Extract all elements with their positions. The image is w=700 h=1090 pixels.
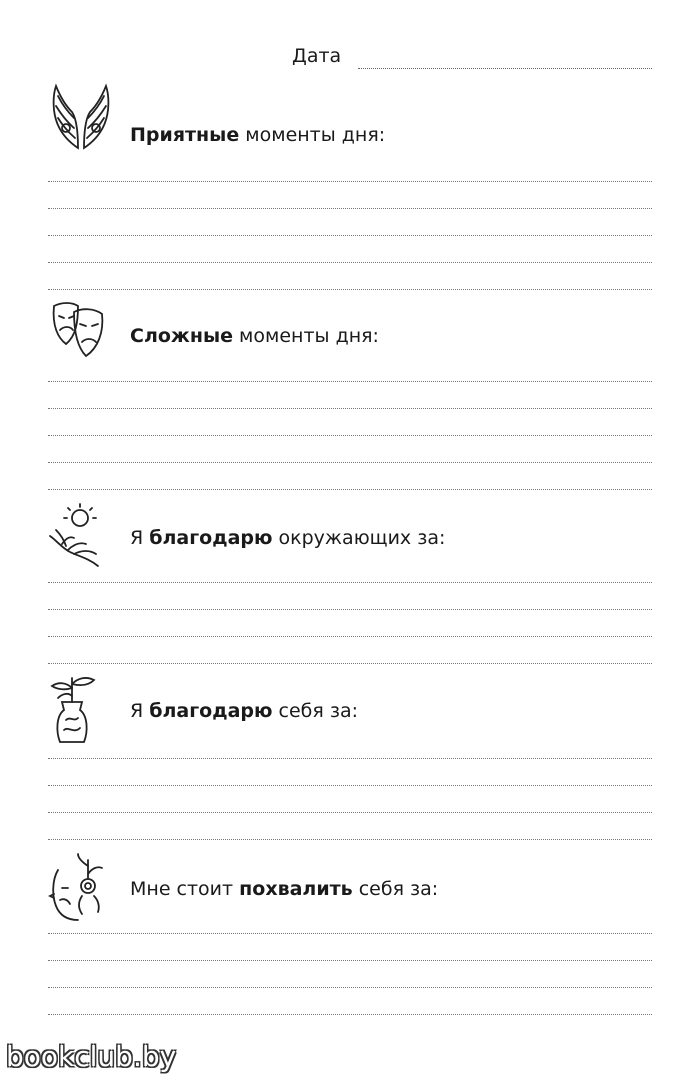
face-flowers-icon — [48, 850, 108, 924]
writing-line[interactable] — [48, 960, 652, 961]
writing-line[interactable] — [48, 462, 652, 463]
section-title: Мне стоит похвалить себя за: — [130, 878, 439, 900]
masks-icon — [48, 298, 108, 362]
writing-line[interactable] — [48, 289, 652, 290]
date-line — [358, 68, 652, 69]
date-label: Дата — [292, 45, 342, 67]
writing-line[interactable] — [48, 262, 652, 263]
writing-line[interactable] — [48, 235, 652, 236]
writing-line[interactable] — [48, 785, 652, 786]
wings-icon — [48, 82, 114, 152]
writing-line[interactable] — [48, 758, 652, 759]
section-title: Сложные моменты дня: — [130, 325, 379, 347]
writing-line[interactable] — [48, 435, 652, 436]
section-title: Я благодарю окружающих за: — [130, 527, 446, 549]
date-field — [292, 45, 652, 71]
writing-line[interactable] — [48, 609, 652, 610]
vase-icon — [48, 672, 98, 746]
writing-line[interactable] — [48, 181, 652, 182]
writing-line[interactable] — [48, 839, 652, 840]
writing-line[interactable] — [48, 663, 652, 664]
section-title: Я благодарю себя за: — [130, 700, 358, 722]
writing-line[interactable] — [48, 208, 652, 209]
section-title: Приятные моменты дня: — [130, 124, 386, 146]
writing-line[interactable] — [48, 987, 652, 988]
writing-line[interactable] — [48, 933, 652, 934]
hand-sun-icon — [48, 500, 104, 572]
writing-line[interactable] — [48, 1014, 652, 1015]
writing-line[interactable] — [48, 812, 652, 813]
writing-line[interactable] — [48, 489, 652, 490]
writing-line[interactable] — [48, 381, 652, 382]
writing-line[interactable] — [48, 582, 652, 583]
watermark: bookclub.by — [6, 1040, 177, 1073]
writing-line[interactable] — [48, 636, 652, 637]
writing-line[interactable] — [48, 408, 652, 409]
